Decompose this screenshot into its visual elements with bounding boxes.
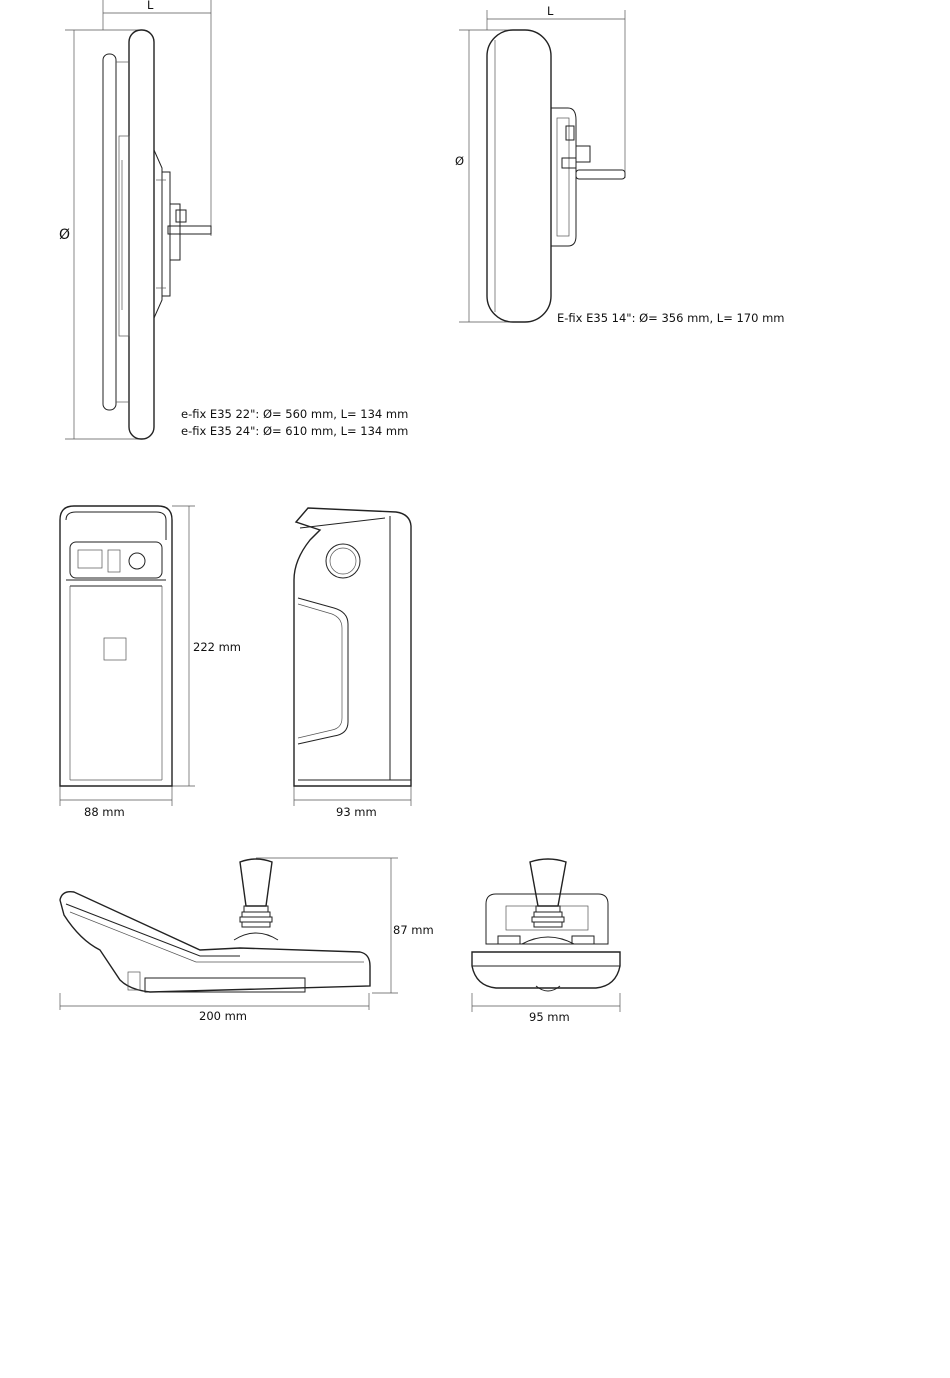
large-wheel-drawing (59, 0, 408, 439)
small-wheel-drawing (455, 4, 785, 325)
battery-side-drawing (294, 508, 411, 819)
joystick-height-label: 87 mm (393, 923, 434, 937)
battery-front-drawing (60, 506, 241, 819)
joystick-front-drawing (472, 859, 620, 1024)
battery-height-label: 222 mm (193, 640, 242, 654)
small-wheel-length-label: L (547, 4, 554, 18)
joystick-side-drawing (60, 858, 434, 1023)
joystick-front-width-label: 95 mm (529, 1010, 570, 1024)
battery-width-label: 88 mm (84, 805, 125, 819)
battery-side-width-label: 93 mm (336, 805, 377, 819)
large-wheel-diameter-label: Ø (59, 227, 71, 243)
large-wheel-spec-22: e-fix E35 22": Ø= 560 mm, L= 134 mm (181, 407, 409, 421)
large-wheel-length-label: L (147, 0, 154, 12)
small-wheel-diameter-label: Ø (455, 154, 465, 168)
large-wheel-spec-24: e-fix E35 24": Ø= 610 mm, L= 134 mm (181, 424, 409, 438)
joystick-length-label: 200 mm (199, 1009, 248, 1023)
small-wheel-spec-14: E-fix E35 14": Ø= 356 mm, L= 170 mm (557, 311, 785, 325)
